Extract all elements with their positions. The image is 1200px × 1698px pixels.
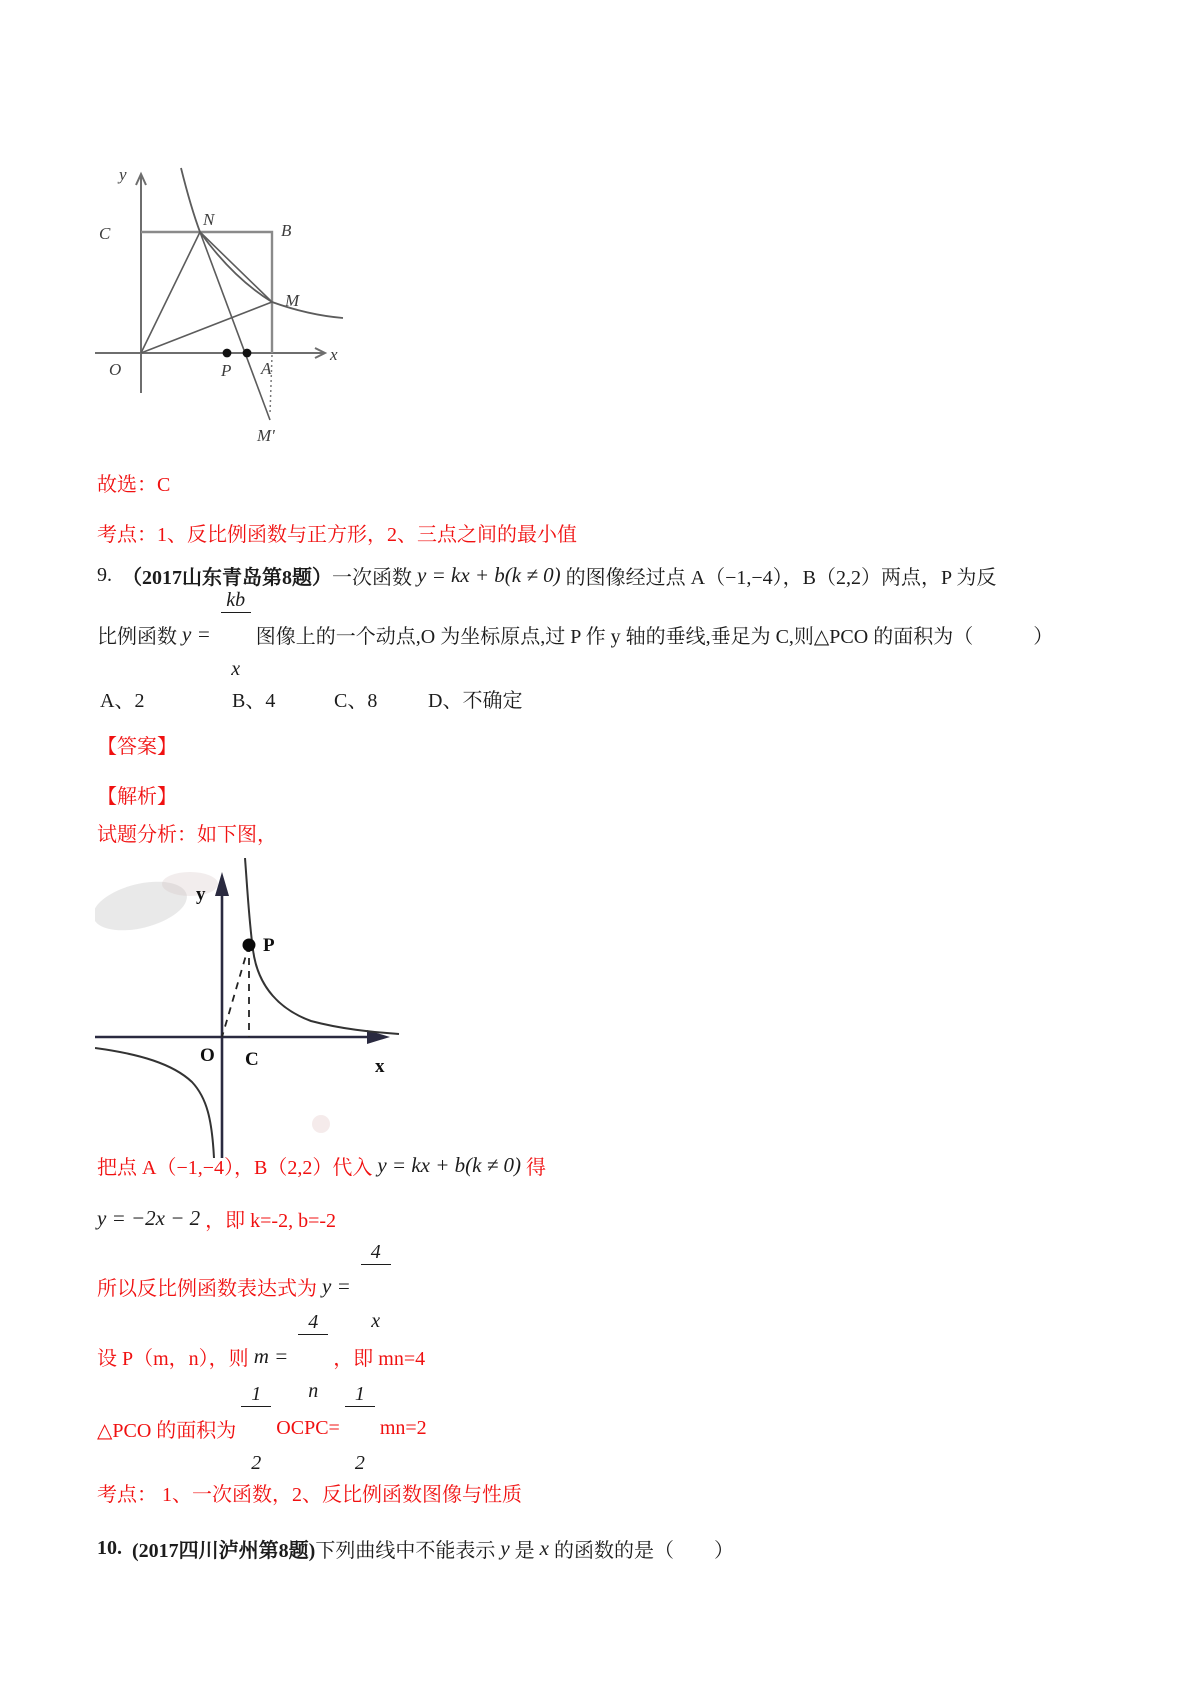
fig1-M-label: M: [285, 291, 300, 310]
fraction-1-over-2: $\frac{1}{2}$: [345, 1339, 375, 1518]
fig1-P-label: P: [221, 361, 232, 380]
fraction-1-over-2: $\frac{1}{2}$: [241, 1339, 271, 1518]
step-reciprocal-expression: 所以反比例函数表达式为 y = $\frac{4}{x}$: [97, 1250, 396, 1322]
question-10-number: 10.: [97, 1536, 122, 1559]
fig2-x-label: x: [375, 1056, 385, 1077]
point-P-dot: [223, 349, 232, 358]
scan-smudge: [162, 872, 218, 896]
question-9-seg3: 比例函数: [97, 625, 177, 648]
fraction-4-over-n: $\frac{4}{n}$: [298, 1267, 328, 1446]
option-d: D、不确定: [428, 690, 523, 712]
question-9-number: 9.: [97, 563, 112, 586]
step-set-P: 设 P（m，n），则 m = $\frac{4}{n}$ ，即 mn=4: [97, 1320, 425, 1392]
question-9-line2: [97, 588, 1054, 680]
kaodian-line-q9: 考点： 1、一次函数，2、反比例函数图像与性质: [97, 1484, 522, 1506]
question-10-seg3: 的函数的是（ ）: [553, 1539, 734, 1562]
analysis-label: 【解析】: [97, 786, 177, 808]
segment-NM: [200, 232, 272, 302]
question-9-source: （2017山东青岛第8题）: [122, 566, 332, 589]
step-substitute: 把点 A（−1,−4），B（2,2）代入 y = kx + b(k ≠ 0) 得: [97, 1152, 546, 1179]
fig2-y-label: y: [196, 884, 206, 905]
figure-square-hyperbola: [93, 148, 345, 448]
answer-choice-line: 故选：C: [97, 474, 171, 496]
question-9-seg2: 的图像经过点 A（−1,−4），B（2,2）两点，P 为反: [565, 566, 997, 589]
fig2-P-label: P: [263, 935, 275, 956]
question-10-math1: y: [500, 1535, 510, 1560]
question-10-seg2: 是: [514, 1539, 535, 1562]
question-10-line: [97, 1528, 734, 1568]
fig2-C-label: C: [245, 1049, 259, 1070]
hyperbola-branch-left: [95, 1048, 214, 1158]
segment-OM: [141, 302, 272, 353]
fig2-origin-label: O: [200, 1045, 215, 1066]
dashed-PO: [222, 945, 249, 1037]
fig1-A-label: A: [261, 359, 272, 378]
question-9-seg1: 一次函数: [332, 566, 412, 589]
question-10-source: (2017四川泸州第8题): [132, 1539, 316, 1562]
step-linear-result: y = −2x − 2 ，即 k=-2, b=-2: [97, 1205, 337, 1232]
kaodian-line-q8: 考点：1、反比例函数与正方形，2、三点之间的最小值: [97, 524, 577, 546]
question-9-math1: y = kx + b(k ≠ 0): [417, 562, 561, 587]
scan-smudge: [312, 1115, 330, 1133]
fig1-B-label: B: [281, 221, 292, 240]
analysis-intro: 试题分析：如下图，: [97, 824, 277, 846]
point-P-dot: [243, 939, 256, 952]
fig1-N-label: N: [203, 210, 215, 229]
fig1-y-label: y: [119, 165, 127, 184]
fig1-C-label: C: [99, 224, 111, 243]
figure-hyperbola-P: [95, 858, 405, 1158]
fraction-kb-over-x: $\frac{kb}{x}$: [221, 545, 251, 724]
step-area: △PCO 的面积为 $\frac{1}{2}$ OCPC= $\frac{1}{2}$ mn=2: [97, 1393, 427, 1463]
fig1-x-label: x: [330, 345, 338, 364]
segment-ON: [141, 232, 200, 353]
question-9-math2-lead: y =: [182, 621, 211, 646]
fraction-4-over-x: $\frac{4}{x}$: [361, 1197, 391, 1376]
fig1-Mprime-label: M': [257, 426, 275, 445]
answer-label: 【答案】: [97, 736, 177, 758]
question-10-math2: x: [539, 1535, 549, 1560]
option-b: B、4: [232, 690, 276, 712]
option-c: C、8: [334, 690, 378, 712]
point-on-axis-dot: [243, 349, 252, 358]
fig1-origin-label: O: [109, 360, 122, 379]
question-10-seg1: 下列曲线中不能表示: [315, 1539, 496, 1562]
question-9-seg4: 图像上的一个动点,O 为坐标原点,过 P 作 y 轴的垂线,垂足为 C,则△PCO 的面积为（ ）: [255, 625, 1054, 648]
hyperbola-curve: [181, 168, 343, 318]
option-a: A、2: [100, 690, 145, 712]
